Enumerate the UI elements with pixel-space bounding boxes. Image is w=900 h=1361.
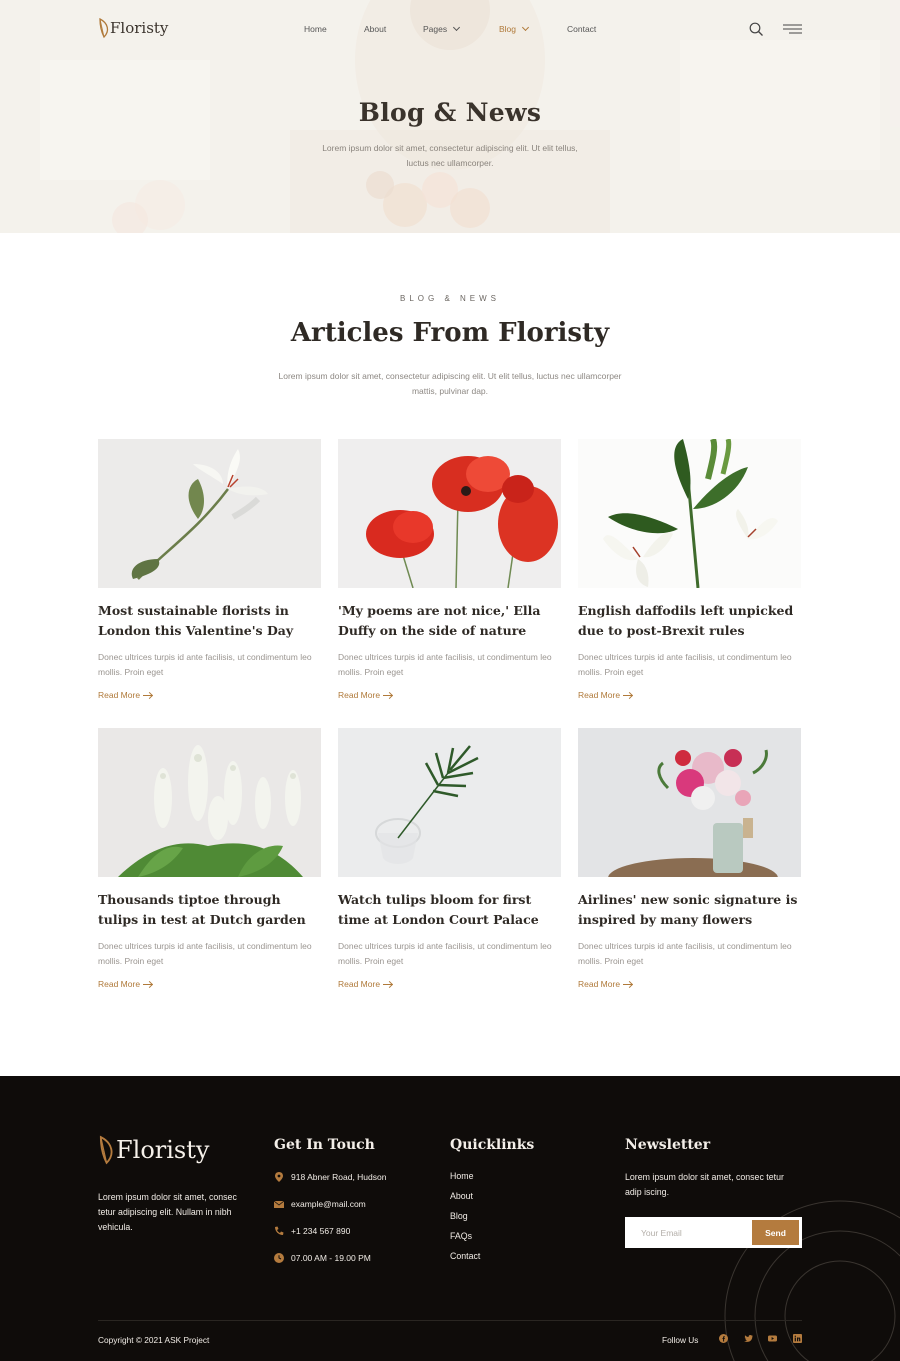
newsletter-text: Lorem ipsum dolor sit amet, consec tetur adip iscing. xyxy=(625,1172,784,1197)
contact-address-text: 918 Abner Road, Hudson xyxy=(291,1172,387,1182)
blog-card xyxy=(578,439,802,700)
read-more-link[interactable] xyxy=(98,979,322,989)
contact-hours xyxy=(274,1253,371,1263)
read-more-link[interactable] xyxy=(338,690,562,700)
section-title: Articles From Floristy xyxy=(290,318,610,348)
follow-us-label: Follow Us xyxy=(662,1335,699,1345)
newsletter-send-button[interactable]: Send xyxy=(752,1220,799,1245)
contact-heading: Get In Touch xyxy=(274,1137,375,1153)
phone-icon xyxy=(274,1226,284,1236)
nav-about-label: About xyxy=(364,24,387,34)
newsletter-email-input[interactable] xyxy=(627,1219,752,1246)
footer-divider xyxy=(98,1320,802,1321)
footer-logo[interactable] xyxy=(98,1134,209,1166)
post-image-lilies-white[interactable] xyxy=(578,439,801,588)
post-image-lily[interactable] xyxy=(98,439,321,588)
contact-phone[interactable] xyxy=(274,1226,350,1236)
nav-contact[interactable] xyxy=(567,24,596,34)
post-excerpt: Donec ultrices turpis id ante facilisis, ut condimentum leo mollis. Proin eget xyxy=(98,941,312,966)
nav-blog[interactable] xyxy=(499,24,528,34)
menu-icon[interactable] xyxy=(783,24,802,35)
blog-card xyxy=(338,728,562,989)
logo-leaf-icon xyxy=(98,1134,118,1166)
arrow-right-icon xyxy=(623,984,632,985)
post-excerpt: Donec ultrices turpis id ante facilisis, ut condimentum leo mollis. Proin eget xyxy=(338,652,552,677)
post-title[interactable]: English daffodils left unpicked due to post-Brexit rules xyxy=(578,603,794,638)
quicklink-blog[interactable]: Blog xyxy=(450,1211,468,1221)
contact-hours-text: 07.00 AM - 19.00 PM xyxy=(291,1253,371,1263)
section-eyebrow: BLOG & NEWS xyxy=(399,294,500,303)
read-more-link[interactable] xyxy=(578,979,802,989)
nav-home-label: Home xyxy=(304,24,327,34)
chevron-down-icon xyxy=(453,24,460,31)
contact-email[interactable] xyxy=(274,1199,366,1209)
post-excerpt: Donec ultrices turpis id ante facilisis, ut condimentum leo mollis. Proin eget xyxy=(338,941,552,966)
read-more-label: Read More xyxy=(338,979,381,989)
post-excerpt: Donec ultrices turpis id ante facilisis, ut condimentum leo mollis. Proin eget xyxy=(98,652,312,677)
nav-home[interactable] xyxy=(304,24,327,34)
map-pin-icon xyxy=(274,1172,284,1182)
newsletter-form xyxy=(625,1217,802,1248)
newsletter-heading: Newsletter xyxy=(625,1137,711,1153)
section-subtitle: Lorem ipsum dolor sit amet, consectetur adipiscing elit. Ut elit tellus, luctus nec ullamcorper mattis, pulvinar dap. xyxy=(278,371,622,396)
quicklink-home[interactable]: Home xyxy=(450,1171,474,1181)
contact-email-text: example@mail.com xyxy=(291,1199,366,1209)
arrow-right-icon xyxy=(623,695,632,696)
read-more-label: Read More xyxy=(578,979,621,989)
linkedin-icon[interactable] xyxy=(793,1334,802,1343)
read-more-label: Read More xyxy=(338,690,381,700)
mail-icon xyxy=(274,1199,284,1209)
post-excerpt: Donec ultrices turpis id ante facilisis, ut condimentum leo mollis. Proin eget xyxy=(578,652,792,677)
post-image-poppies[interactable] xyxy=(338,439,561,588)
hero-subtitle: Lorem ipsum dolor sit amet, consectetur adipiscing elit. Ut elit tellus, luctus nec ullamcorper. xyxy=(322,143,578,168)
nav-blog-label: Blog xyxy=(499,24,517,34)
blog-card xyxy=(578,728,802,989)
read-more-link[interactable] xyxy=(98,690,322,700)
twitter-icon[interactable] xyxy=(744,1334,753,1343)
hero xyxy=(0,0,900,233)
arrow-right-icon xyxy=(383,984,392,985)
footer-logo-wordmark: Floristy xyxy=(116,1136,210,1164)
facebook-icon[interactable] xyxy=(719,1334,728,1343)
quicklink-about[interactable]: About xyxy=(450,1191,473,1201)
read-more-link[interactable] xyxy=(578,690,802,700)
read-more-label: Read More xyxy=(98,979,141,989)
copyright-text: Copyright © 2021 ASK Project xyxy=(98,1335,210,1345)
quicklink-faqs[interactable]: FAQs xyxy=(450,1231,472,1241)
search-icon[interactable] xyxy=(749,22,764,37)
read-more-label: Read More xyxy=(98,690,141,700)
nav-pages[interactable] xyxy=(423,24,459,34)
post-title[interactable]: Airlines' new sonic signature is inspired by many flowers xyxy=(578,892,798,927)
nav-pages-label: Pages xyxy=(423,24,448,34)
post-title[interactable]: 'My poems are not nice,' Ella Duffy on the side of nature xyxy=(338,603,541,638)
post-title[interactable]: Watch tulips bloom for first time at London Court Palace xyxy=(338,892,539,927)
chevron-down-icon xyxy=(522,24,529,31)
blog-card xyxy=(338,439,562,700)
nav-contact-label: Contact xyxy=(567,24,597,34)
arrow-right-icon xyxy=(383,695,392,696)
post-image-palm-leaf[interactable] xyxy=(338,728,561,877)
blog-card xyxy=(98,439,322,700)
quicklinks-heading: Quicklinks xyxy=(450,1137,535,1153)
arrow-right-icon xyxy=(143,984,152,985)
site-footer xyxy=(0,1076,900,1361)
clock-icon xyxy=(274,1253,284,1263)
blog-card xyxy=(98,728,322,989)
hero-title: Blog & News xyxy=(358,98,542,127)
footer-about-text: Lorem ipsum dolor sit amet, consec tetur adipiscing elit. Nullam in nibh vehicula. xyxy=(98,1192,237,1232)
main-nav xyxy=(0,24,900,40)
quicklink-contact[interactable]: Contact xyxy=(450,1251,481,1261)
post-image-bouquet-vase[interactable] xyxy=(578,728,801,877)
contact-address xyxy=(274,1172,386,1182)
youtube-icon[interactable] xyxy=(768,1334,777,1343)
arrow-right-icon xyxy=(143,695,152,696)
logo-wordmark: Floristy xyxy=(110,19,169,37)
post-title[interactable]: Thousands tiptoe through tulips in test at Dutch garden xyxy=(98,892,306,927)
post-image-stocks[interactable] xyxy=(98,728,321,877)
read-more-label: Read More xyxy=(578,690,621,700)
contact-phone-text: +1 234 567 890 xyxy=(291,1226,351,1236)
post-title[interactable]: Most sustainable florists in London this Valentine's Day xyxy=(98,603,294,638)
post-excerpt: Donec ultrices turpis id ante facilisis, ut condimentum leo mollis. Proin eget xyxy=(578,941,792,966)
nav-about[interactable] xyxy=(364,24,386,34)
read-more-link[interactable] xyxy=(338,979,562,989)
